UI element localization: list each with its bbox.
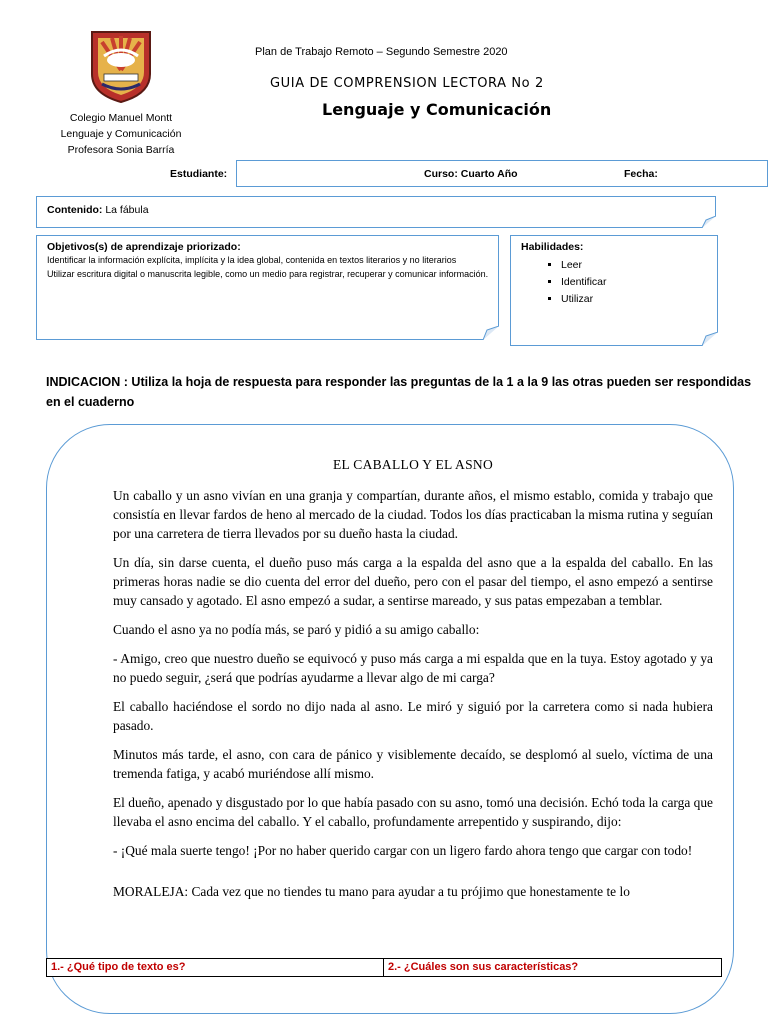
school-info xyxy=(36,110,206,158)
skill-item: ▪ Identificar xyxy=(561,274,607,291)
instructions: INDICACION : Utiliza la hoja de respuesta para responder las preguntas de la 1 a la 9 las otras pueden ser respondidas en el cuaderno xyxy=(46,375,752,409)
story-paragraph: El dueño, apenado y disgustado por lo que había pasado con su asno, tomó una decisión. Echó toda la carga que llevaba el asno encima del caballo. Y el caballo, profundamente arrepentido y suspirando, dijo: xyxy=(113,795,713,829)
school-name: Colegio Manuel Montt xyxy=(69,112,173,124)
question-2: 2.- ¿Cuáles son sus características? xyxy=(388,961,579,973)
questions-table xyxy=(46,958,722,977)
story xyxy=(113,455,713,911)
teacher-name: Profesora Sonia Barría xyxy=(67,144,175,156)
school-crest-icon xyxy=(88,30,154,104)
page-fold-icon xyxy=(702,216,716,228)
story-moral: MORALEJA: Cada vez que no tiendes tu mano para ayudar a tu prójimo que honestamente te lo xyxy=(113,884,630,899)
subject-title: Lenguaje y Comunicación xyxy=(322,100,552,119)
content-box xyxy=(36,196,716,228)
story-paragraph: Cuando el asno ya no podía más, se paró y pidió a su amigo caballo: xyxy=(113,622,480,637)
student-label: Estudiante: xyxy=(170,168,228,180)
guide-title: GUIA DE COMPRENSION LECTORA No 2 xyxy=(270,76,544,91)
skills-title: Habilidades: xyxy=(521,241,584,253)
objectives-box xyxy=(36,235,499,340)
objective-item: Utilizar escritura digital o manuscrita legible, como un medio para registrar, recuperar y comunicar información. xyxy=(47,269,489,279)
objective-item: Identificar la información explícita, implícita y la idea global, contenida en textos literarios y no literarios xyxy=(47,255,457,265)
content-label: Contenido: xyxy=(47,204,103,216)
date-label: Fecha: xyxy=(624,168,658,180)
story-paragraph: - ¡Qué mala suerte tengo! ¡Por no haber querido cargar con un ligero fardo ahora tengo que cargar con todo! xyxy=(113,843,693,858)
objectives-title: Objetivos(s) de aprendizaje priorizado: xyxy=(47,241,241,253)
plan-title: Plan de Trabajo Remoto – Segundo Semestre 2020 xyxy=(255,46,508,58)
story-paragraph: Un día, sin darse cuenta, el dueño puso más carga a la espalda del asno que a la espalda del caballo. En las primeras horas nadie se dio cuenta del error del dueño, pero con el pasar del tiempo, el asno empezó a sentirse muy cansado y agotado. El asno empezó a sudar, a sentirse mareado, y sus patas empezaban a temblar. xyxy=(113,555,713,608)
skills-box xyxy=(510,235,718,346)
content-value: La fábula xyxy=(105,204,149,216)
page-fold-icon xyxy=(483,326,499,340)
page-fold-icon xyxy=(702,332,718,346)
story-title: EL CABALLO Y EL ASNO xyxy=(333,457,493,472)
story-paragraph: - Amigo, creo que nuestro dueño se equivocó y puso más carga a mi espalda que en la tuya. Estoy agotado y ya no puedo seguir, ¿será que podrías ayudarme a llevar algo de mi carga? xyxy=(113,651,713,685)
skill-item: ▪ Utilizar xyxy=(561,291,607,308)
skill-item: ▪ Leer xyxy=(561,257,607,274)
story-paragraph: Un caballo y un asno vivían en una granja y compartían, durante años, el mismo establo, comida y trabajo que consistía en llevar fardos de heno al mercado de la ciudad. Todos los días practicaban la misma rutina y seguían por una carretera de tierra llevados por su dueño hasta la ciudad. xyxy=(113,488,713,541)
course-label: Curso: Cuarto Año xyxy=(424,168,518,180)
story-paragraph: El caballo haciéndose el sordo no dijo nada al asno. Le miró y siguió por la carretera como si nada hubiera pasado. xyxy=(113,699,713,733)
story-paragraph: Minutos más tarde, el asno, con cara de pánico y visiblemente decaído, se desplomó al suelo, víctima de una tremenda fatiga, y acabó muriéndose allí mismo. xyxy=(113,747,713,781)
story-frame xyxy=(46,424,734,1014)
department-name: Lenguaje y Comunicación xyxy=(60,128,182,140)
question-1: 1.- ¿Qué tipo de texto es? xyxy=(47,959,384,976)
